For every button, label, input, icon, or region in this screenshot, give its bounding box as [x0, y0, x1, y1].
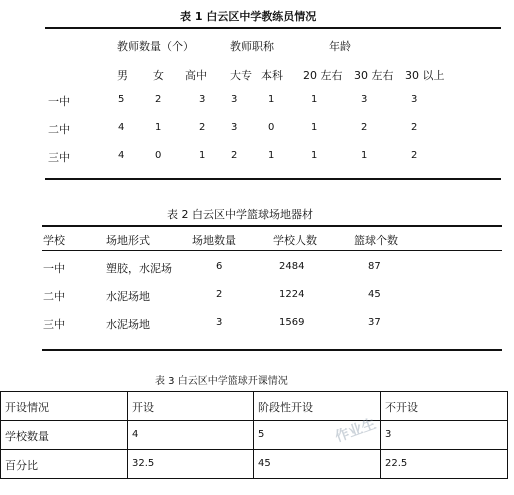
table2-header: 学校人数	[273, 234, 317, 247]
table2-cell: 1224	[279, 289, 305, 300]
table3-cell: 5	[258, 429, 265, 440]
table1-cell: 4	[118, 150, 125, 161]
table3-header: 开设情况	[5, 401, 49, 414]
table1-cell: 3	[411, 94, 418, 105]
table2-header-rule	[42, 250, 502, 251]
table1-cell: 2	[199, 122, 206, 133]
table3-header: 阶段性开设	[258, 401, 313, 414]
table1-subheader: 高中	[185, 69, 207, 82]
table2-cell: 1569	[279, 317, 305, 328]
table2-cell: 87	[368, 261, 381, 272]
table3-grid-line	[0, 391, 508, 392]
table1-subheader: 30 左右	[354, 69, 394, 82]
table2-cell: 水泥场地	[106, 318, 150, 331]
table1-group-title: 教师职称	[230, 40, 274, 53]
table2-header: 场地形式	[106, 234, 150, 247]
table1-group-teacher-count: 教师数量（个）	[117, 40, 194, 53]
table3-cell: 32.5	[132, 458, 155, 469]
table1-cell: 5	[118, 94, 125, 105]
table1-cell: 1	[361, 150, 368, 161]
table2-cell: 45	[368, 289, 381, 300]
table2-cell: 塑胶，水泥场	[106, 262, 172, 275]
table1-row-label: 三中	[48, 151, 70, 164]
table3-grid-line	[127, 391, 128, 479]
table3-cell: 4	[132, 429, 139, 440]
table2-cell: 37	[368, 317, 381, 328]
table1-group-age: 年龄	[329, 40, 351, 53]
table2-cell: 2	[216, 289, 223, 300]
table2-header: 篮球个数	[354, 234, 398, 247]
table3-grid-line	[507, 391, 508, 479]
table1-cell: 1	[268, 150, 275, 161]
table3-title: 表 3 白云区中学篮球开课情况	[155, 376, 288, 387]
table1-subheader: 男	[117, 69, 128, 82]
table1-cell: 3	[361, 94, 368, 105]
table2-header: 场地数量	[192, 234, 236, 247]
table3-grid-line	[253, 391, 254, 479]
table1-row-label: 一中	[48, 95, 70, 108]
table1-subheader: 20 左右	[303, 69, 343, 82]
table1-row-label: 二中	[48, 123, 70, 136]
table1-cell: 1	[311, 94, 318, 105]
table1-cell: 0	[268, 122, 275, 133]
table1-cell: 1	[155, 122, 162, 133]
table3-cell: 百分比	[5, 459, 38, 472]
table1-cell: 2	[155, 94, 162, 105]
table1-cell: 2	[411, 150, 418, 161]
table2-top-rule	[42, 225, 502, 227]
table2-cell: 二中	[43, 290, 65, 303]
table1-cell: 1	[311, 150, 318, 161]
table1-cell: 1	[199, 150, 206, 161]
table2-cell: 一中	[43, 262, 65, 275]
table1-cell: 1	[311, 122, 318, 133]
table3-cell: 22.5	[385, 458, 408, 469]
table2-cell: 2484	[279, 261, 305, 272]
table1-subheader: 大专	[230, 69, 252, 82]
table3-cell: 3	[385, 429, 392, 440]
table3-cell: 45	[258, 458, 271, 469]
table2-header: 学校	[43, 234, 65, 247]
table1-cell: 3	[231, 94, 238, 105]
table1-subheader: 30 以上	[405, 69, 445, 82]
table1-cell: 4	[118, 122, 125, 133]
table3-grid-line	[0, 391, 1, 479]
table2-bottom-rule	[42, 349, 502, 351]
table2-cell: 水泥场地	[106, 290, 150, 303]
table1-subheader: 本科	[261, 69, 283, 82]
table1-cell: 2	[231, 150, 238, 161]
table3-grid-line	[0, 478, 508, 479]
table1-subheader: 女	[153, 69, 164, 82]
table1-bottom-rule	[45, 178, 501, 180]
table2-cell: 三中	[43, 318, 65, 331]
table1-top-rule	[45, 27, 501, 29]
table3-header: 开设	[132, 401, 154, 414]
table1-cell: 1	[268, 94, 275, 105]
table1-cell: 3	[199, 94, 206, 105]
table1-cell: 2	[411, 122, 418, 133]
table3-header: 不开设	[385, 401, 418, 414]
table1-title: 表 1 白云区中学教练员情况	[180, 10, 317, 23]
table1-cell: 3	[231, 122, 238, 133]
table2-cell: 6	[216, 261, 223, 272]
table1-cell: 2	[361, 122, 368, 133]
table1-cell: 0	[155, 150, 162, 161]
table3-cell: 学校数量	[5, 430, 49, 443]
table2-title: 表 2 白云区中学篮球场地器材	[167, 208, 313, 221]
table2-cell: 3	[216, 317, 223, 328]
watermark: 作业生	[333, 416, 379, 446]
